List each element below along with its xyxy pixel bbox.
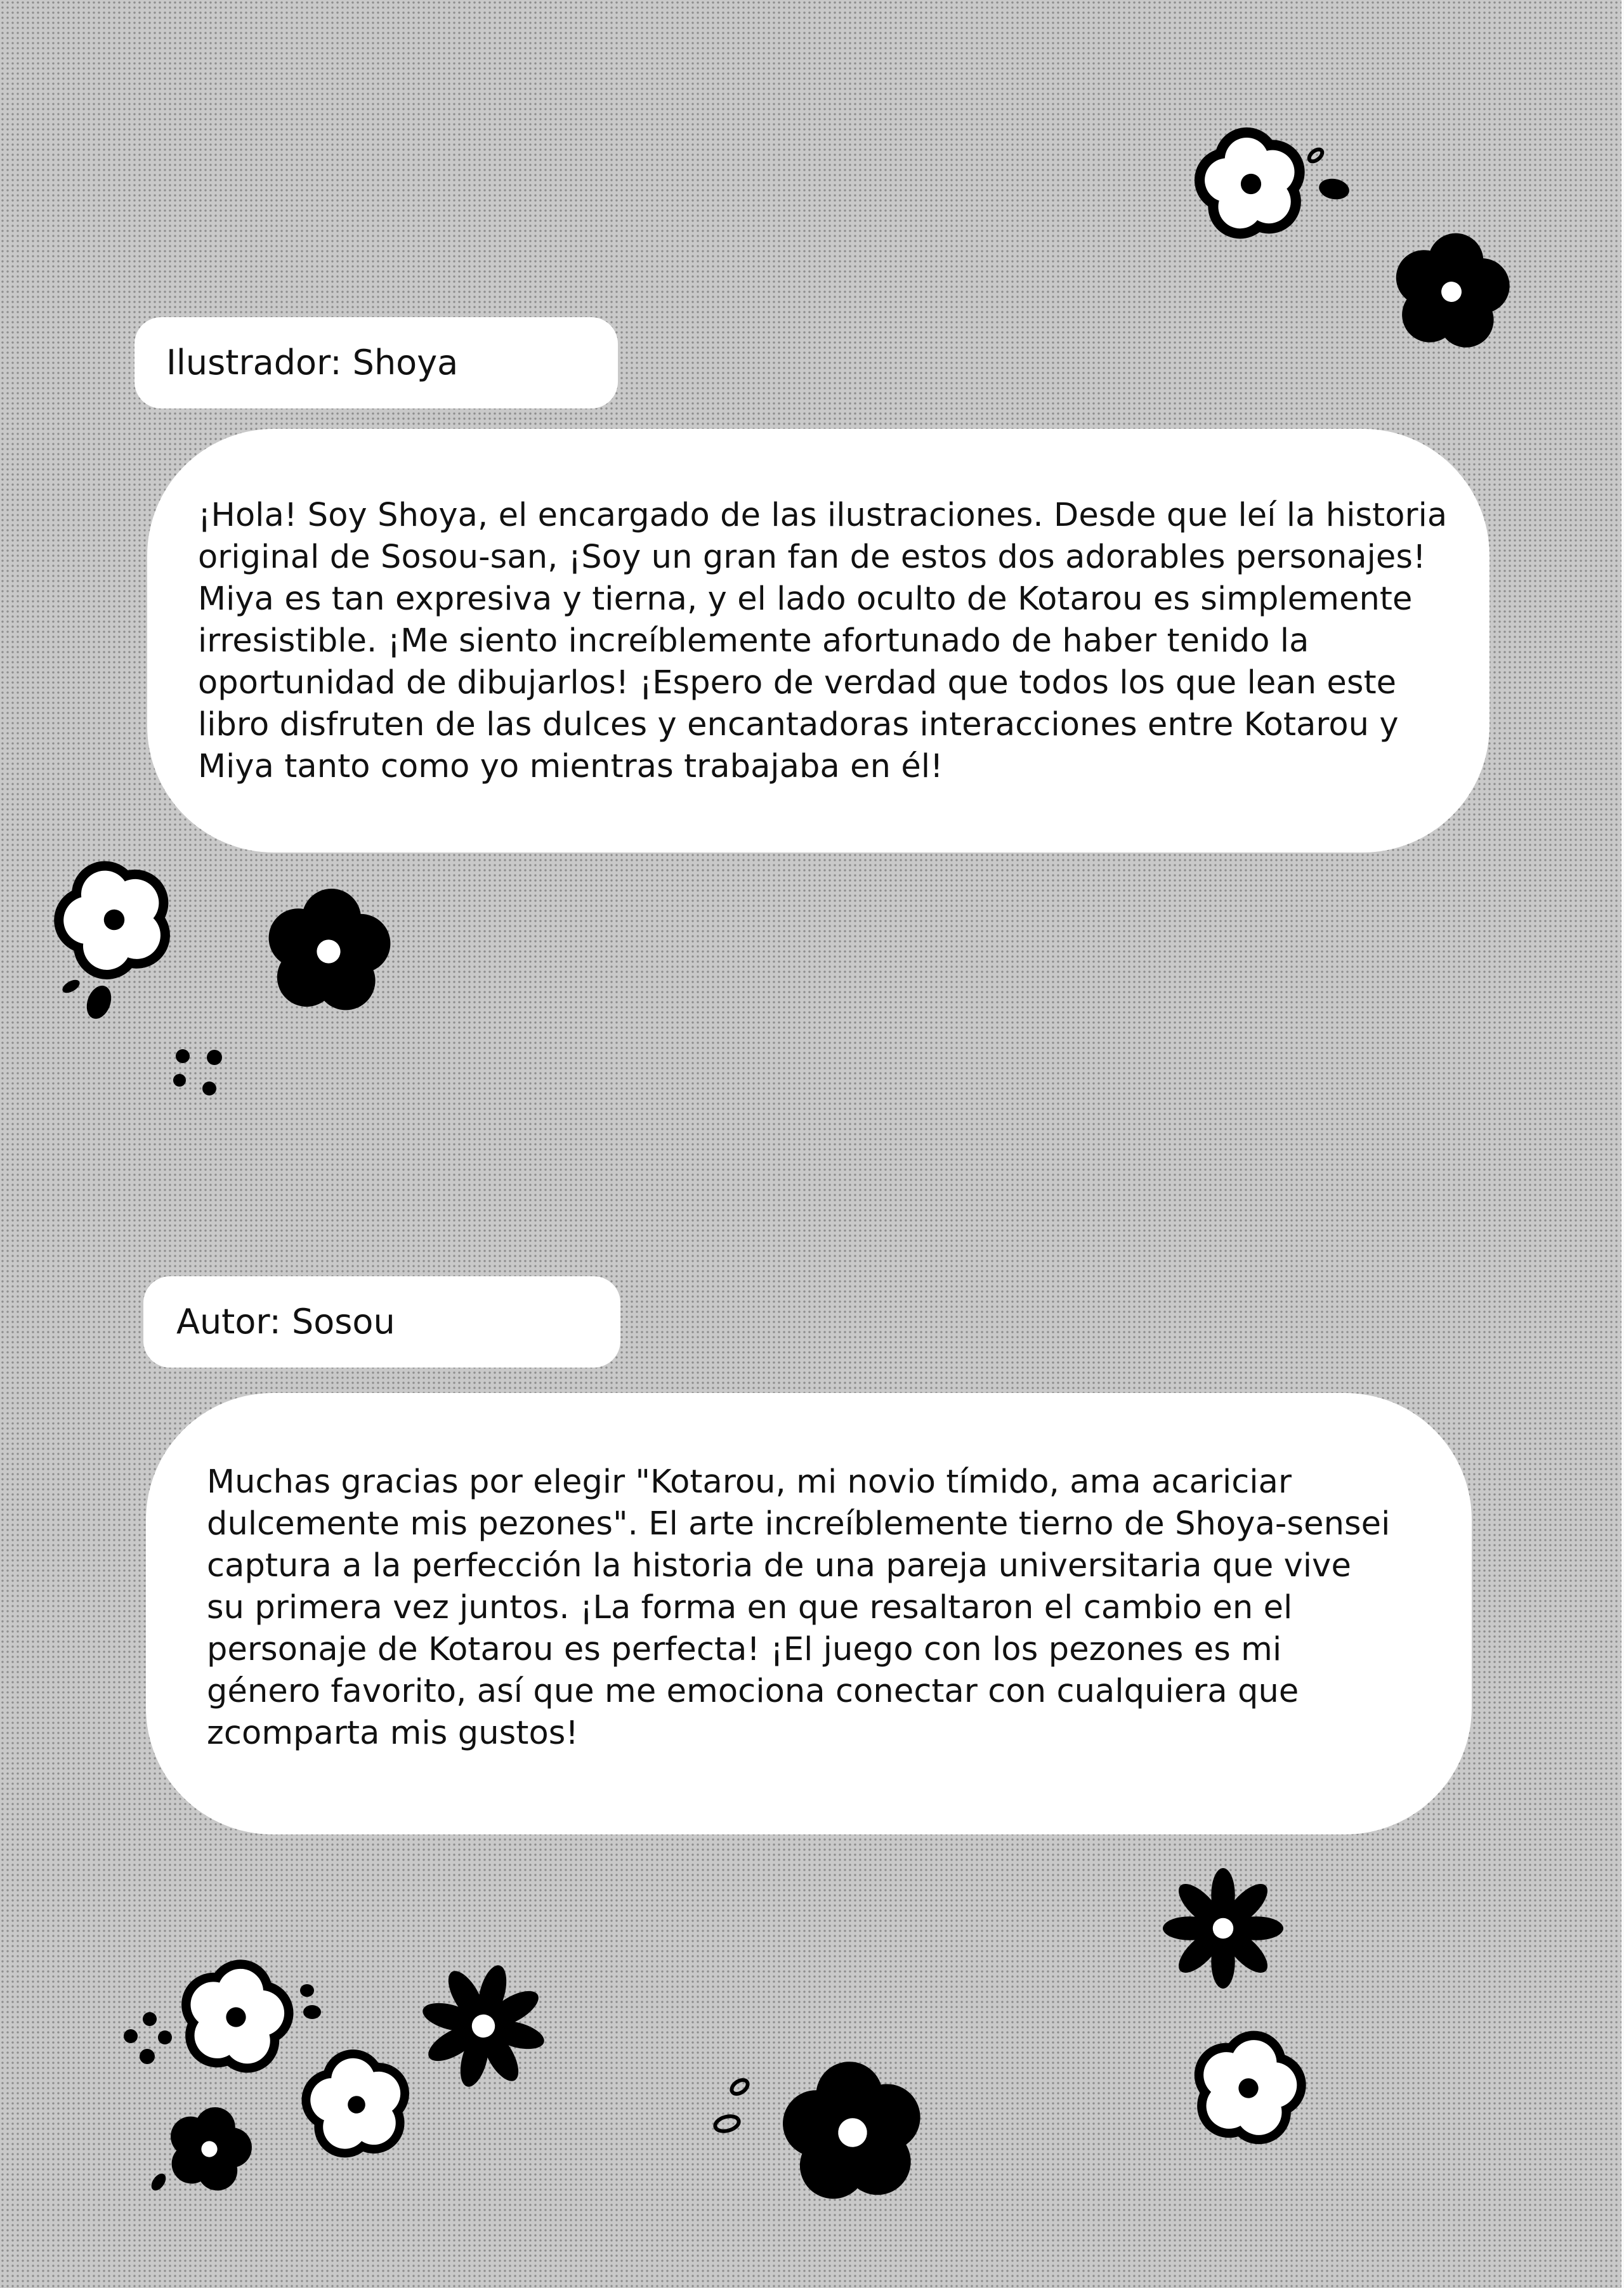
flower-icon xyxy=(1198,130,1303,233)
flower-icon xyxy=(51,855,176,979)
flower-icon xyxy=(778,2056,927,2203)
illustrator-message-bubble xyxy=(147,429,1490,853)
dot-mark xyxy=(202,1082,216,1095)
dot-mark xyxy=(207,1050,222,1065)
illustrator-message: ¡Hola! Soy Shoya, el encargado de las ilustraciones. Desde que leí la historia original de Sosou-san, ¡Soy un gran fan de estos dos adorables personajes! Miya es tan expresiva y tierna, y el lado oculto de Kotarou es simplemente irresistible. ¡Me siento increíblemente afortunado de haber tenido la oportunidad de dibujarlos! ¡Espero de verdad que todos los que lean este libro disfruten de las dulces y encantadoras interacciones entre Kotarou y Miya tanto como yo mientras trabajaba en él! xyxy=(198,497,1448,785)
illustrator-label-box xyxy=(134,317,618,409)
flower-icon xyxy=(159,2097,260,2197)
dot-mark xyxy=(300,1984,314,1997)
author-label: Autor: Sosou xyxy=(176,1302,395,1342)
dot-mark xyxy=(303,2005,321,2019)
flower-icon xyxy=(182,1961,291,2069)
flower-icon xyxy=(407,1949,560,2103)
dot-mark xyxy=(143,2012,157,2026)
petal-mark xyxy=(729,2077,750,2097)
flower-icon xyxy=(1193,2030,1305,2141)
petal-mark xyxy=(148,2171,169,2193)
dot-mark xyxy=(173,1074,186,1087)
flower-icon xyxy=(1387,226,1516,353)
author-message-bubble xyxy=(146,1393,1472,1834)
petal-mark xyxy=(60,977,82,996)
dot-mark xyxy=(176,1049,190,1063)
author-message: Muchas gracias por elegir "Kotarou, mi novio tímido, ama acariciar dulcemente mis pezones". El arte increíblemente tierno de Shoya-sensei captura a la perfección la historia de una pareja universitaria que vive su primera vez juntos. ¡La forma en que resaltaron el cambio en el personaje de Kotarou es perfecta! ¡El juego con los pezones es mi género favorito, así que me emociona conectar con cualquiera que zcomparta mis gustos! xyxy=(207,1463,1391,1752)
petal-mark xyxy=(714,2114,740,2133)
dot-mark xyxy=(158,2030,172,2044)
petal-mark xyxy=(1307,147,1324,164)
flower-icon xyxy=(305,2052,407,2153)
flower-icon xyxy=(263,884,395,1014)
petal-mark xyxy=(82,982,115,1022)
dot-mark xyxy=(140,2049,155,2064)
illustrator-label: Ilustrador: Shoya xyxy=(166,343,459,382)
flower-icon xyxy=(1163,1868,1283,1989)
author-label-box xyxy=(143,1276,620,1368)
dot-mark xyxy=(124,2029,138,2043)
petal-mark xyxy=(1318,176,1351,202)
page-edge xyxy=(1621,0,1624,2288)
